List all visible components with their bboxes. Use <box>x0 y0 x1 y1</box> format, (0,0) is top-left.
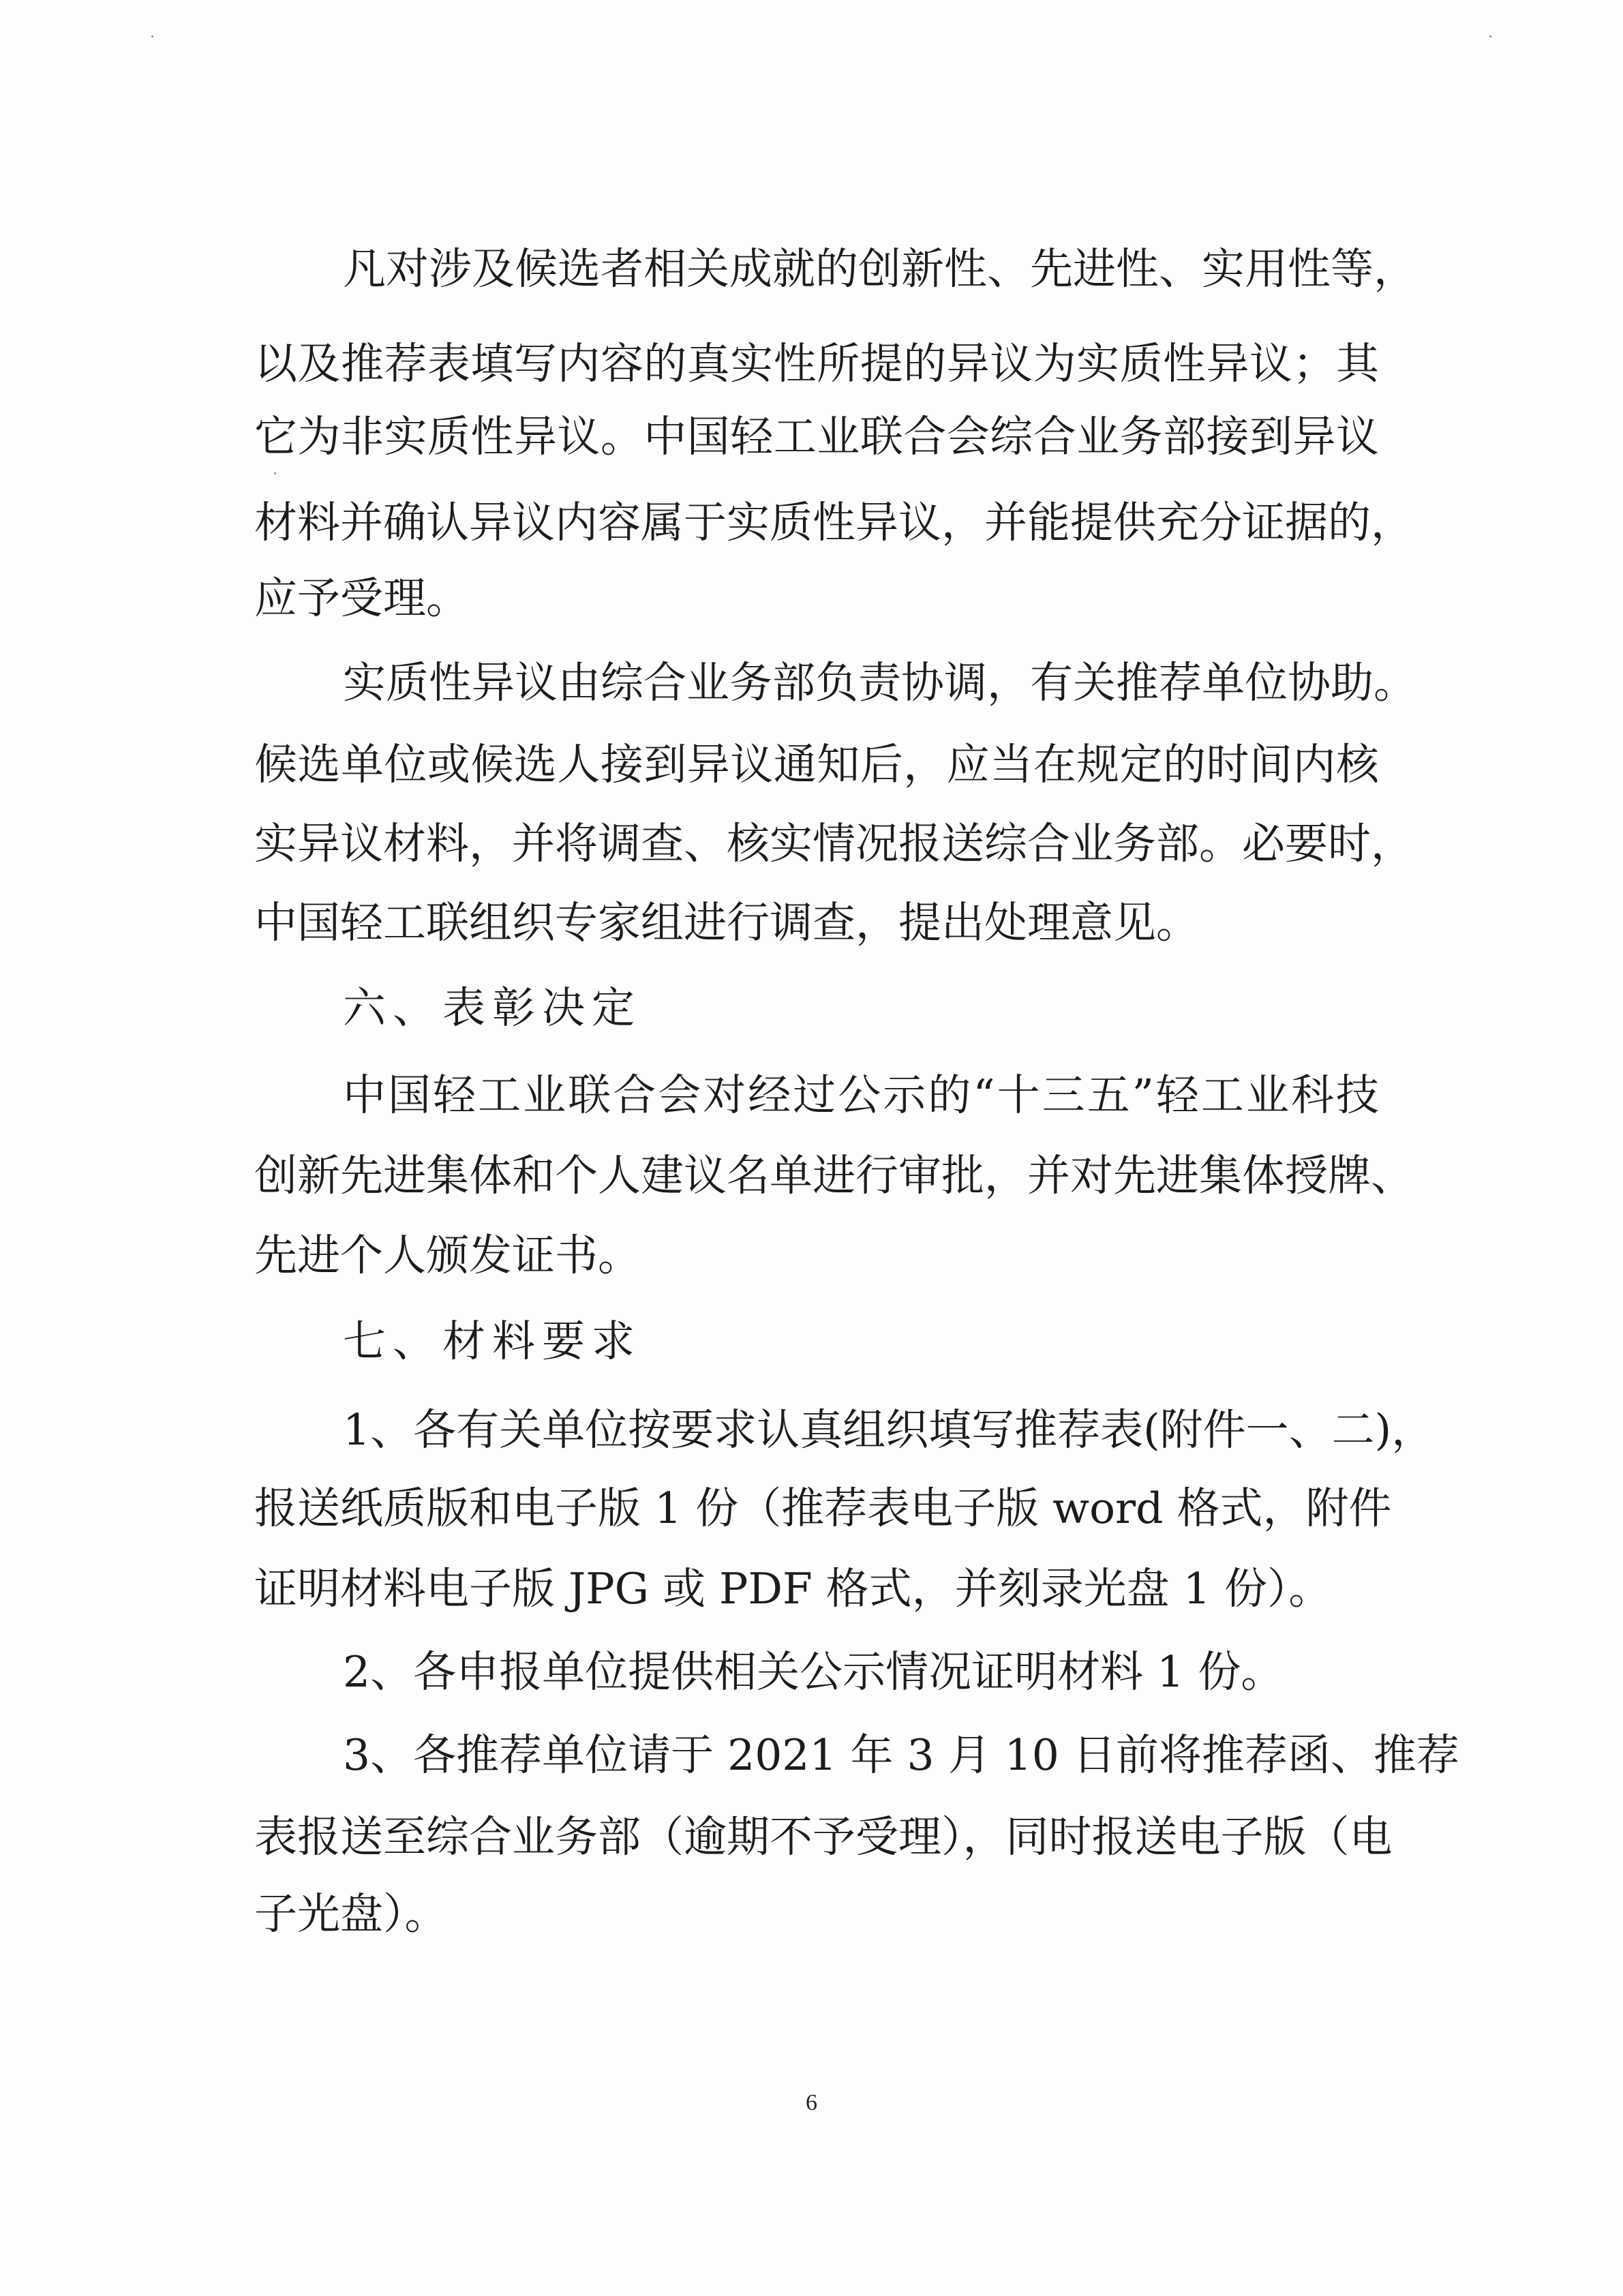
text-line: 它为非实质性异议。中国轻工业联合会综合业务部接到异议 <box>254 412 1379 462</box>
scan-speck <box>274 472 276 474</box>
text-line: 材料并确认异议内容属于实质性异议，并能提供充分证据的， <box>254 498 1414 547</box>
scan-speck <box>1489 35 1491 37</box>
page-number: 6 <box>806 2090 817 2115</box>
text-line: 证明材料电子版 JPG 或 PDF 格式，并刻录光盘 1 份）。 <box>254 1564 1332 1614</box>
text-line: 中国轻工业联合会对经过公示的“十三五”轻工业科技 <box>343 1070 1379 1120</box>
text-line: 凡对涉及候选者相关成就的创新性、先进性、实用性等， <box>343 244 1416 294</box>
text-line: 2、各申报单位提供相关公示情况证明材料 1 份。 <box>343 1647 1284 1697</box>
text-line: 以及推荐表填写内容的真实性所提的异议为实质性异议；其 <box>254 339 1379 389</box>
text-line: 创新先进集体和个人建议名单进行审批，并对先进集体授牌、 <box>254 1151 1414 1200</box>
text-line: 中国轻工联组织专家组进行调查，提出处理意见。 <box>254 898 1199 948</box>
section-heading: 六、表彰决定 <box>343 983 641 1033</box>
text-line: 报送纸质版和电子版 1 份（推荐表电子版 word 格式，附件 <box>254 1483 1392 1533</box>
text-line: 实质性异议由综合业务部负责协调，有关推荐单位协助。 <box>343 658 1416 708</box>
text-line: 表报送至综合业务部（逾期不予受理），同时报送电子版（电 <box>254 1812 1393 1862</box>
text-line: 3、各推荐单位请于 2021 年 3 月 10 日前将推荐函、推荐 <box>343 1730 1459 1780</box>
text-line: 实异议材料，并将调查、核实情况报送综合业务部。必要时， <box>254 819 1414 868</box>
text-line: 应予受理。 <box>254 573 469 623</box>
text-line: 1、各有关单位按要求认真组织填写推荐表(附件一、二)， <box>343 1405 1435 1455</box>
section-heading: 七、材料要求 <box>343 1316 641 1366</box>
text-line: 先进个人颁发证书。 <box>254 1230 641 1280</box>
text-line: 子光盘）。 <box>254 1889 448 1939</box>
text-line: 候选单位或候选人接到异议通知后，应当在规定的时间内核 <box>254 740 1379 789</box>
scan-speck <box>151 35 153 37</box>
